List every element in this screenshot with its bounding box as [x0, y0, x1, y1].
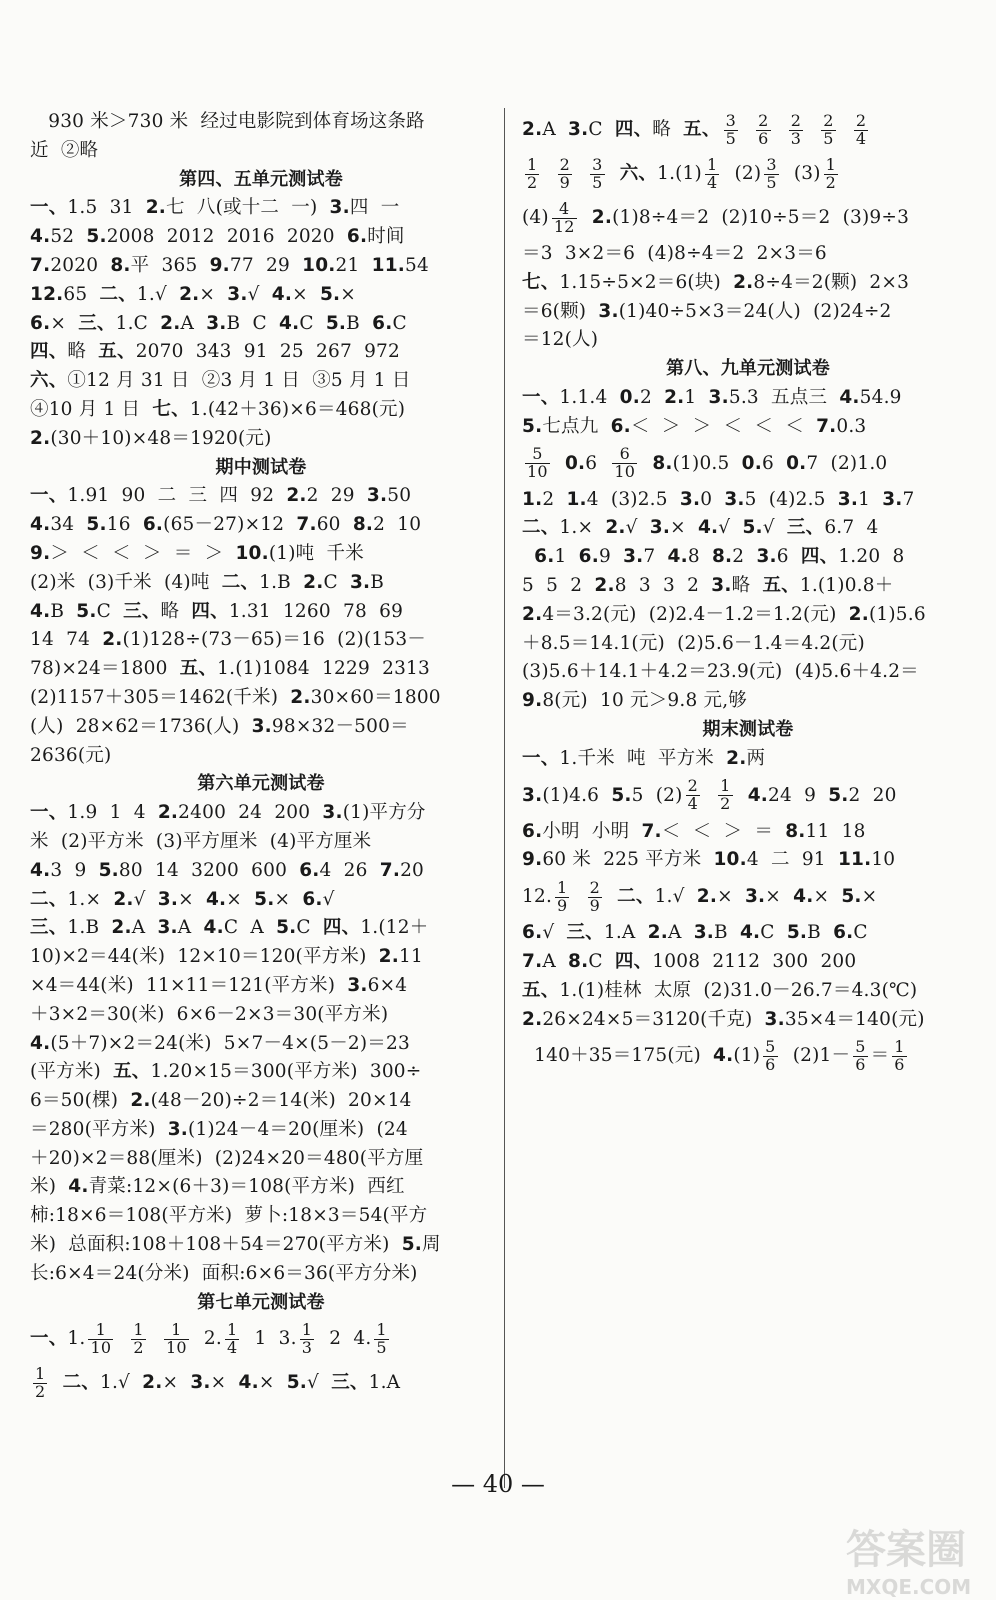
answer-text: 2.(1)8÷4＝2 (2)10÷5＝2 (3)9÷3	[591, 207, 910, 228]
fraction-numerator: 5	[855, 1037, 866, 1057]
answer-line: 一、1.5 31 2.七 八(或十二 一) 3.四 一	[30, 197, 400, 219]
answer-line: ④10 月 1 日 七、1.(42＋36)×6＝468(元)	[30, 398, 406, 420]
fraction-denominator: 6	[765, 1054, 776, 1074]
answer-text: 4.24 9 5.2 20	[747, 784, 897, 806]
fraction-denominator: 6	[855, 1054, 866, 1074]
fraction-denominator: 10	[90, 1337, 112, 1357]
fraction-denominator: 4	[855, 128, 867, 148]
answer-line: 七、1.15÷5×2＝6(块) 2.8÷4＝2(颗) 2×3	[522, 271, 910, 293]
fraction-numerator: 1	[825, 154, 837, 174]
answer-line: 4.B 5.C 三、略 四、1.31 1260 78 69	[30, 600, 404, 622]
fraction	[892, 1039, 906, 1074]
answer-text: 2.	[191, 1328, 222, 1350]
watermark-text: 答案圈	[846, 1527, 966, 1573]
fraction-denominator: 6	[758, 128, 769, 148]
answer-text: 2 4.	[317, 1328, 372, 1350]
fraction	[724, 110, 738, 148]
answer-line: 14 74 2.(1)128÷(73－65)＝16 (2)(153－	[30, 629, 427, 651]
column-divider	[504, 108, 505, 1488]
fraction-numerator: 2	[589, 877, 600, 897]
answer-text	[806, 119, 818, 140]
fraction-denominator: 3	[301, 1337, 313, 1357]
fraction-denominator: 6	[894, 1054, 905, 1074]
fraction-numerator: 2	[758, 110, 769, 130]
answer-line: 三、1.B 2.A 3.A 4.C A 5.C 四、1.(12＋	[30, 917, 429, 939]
answer-line: 长:6×4＝24(分米) 面积:6×6＝36(平方分米)	[30, 1262, 418, 1284]
fraction	[164, 1322, 189, 1357]
answer-line: 4.52 5.2008 2012 2016 2020 6.时间	[30, 226, 405, 248]
answer-line: (人) 28×62＝1736(人) 3.98×32－500＝	[30, 715, 409, 737]
answer-line	[522, 108, 974, 152]
fraction-denominator: 5	[592, 172, 603, 192]
fraction-numerator: 6	[619, 444, 630, 464]
fraction	[525, 446, 550, 481]
answer-line: ＋20)×2＝88(厘米) (2)24×20＝480(平方厘	[30, 1147, 424, 1169]
left-column	[30, 108, 492, 1405]
answer-text: 二、1.√ 2.× 3.× 4.× 5.√ 三、1.A	[62, 1372, 401, 1394]
fraction-numerator: 1	[133, 1320, 144, 1340]
fraction-denominator: 2	[720, 794, 731, 814]
fraction-denominator: 10	[614, 462, 636, 482]
answer-text: 8.(1)0.5 0.6 0.7 (2)1.0	[652, 452, 888, 474]
answer-line	[30, 1361, 492, 1405]
page-number: 40	[482, 1470, 514, 1498]
section-heading: 期末测试卷	[702, 718, 794, 740]
section-heading: 第八、九单元测试卷	[666, 358, 830, 380]
fraction-denominator: 2	[825, 172, 837, 192]
fraction-denominator: 9	[589, 895, 600, 915]
answer-line: 930 米＞730 米 经过电影院到体育场这条路	[30, 111, 425, 132]
answer-text: 0.6	[564, 452, 610, 474]
fraction-denominator: 12	[553, 216, 575, 236]
fraction-denominator: 4	[226, 1337, 238, 1357]
fraction	[853, 1039, 867, 1074]
answer-line: ＋3×2＝30(米) 6×6－2×3＝30(平方米)	[30, 1003, 389, 1025]
answer-line: 2.26×24×5＝3120(千克) 3.35×4＝140(元)	[522, 1008, 925, 1030]
answer-line: 12.65 二、1.√ 2.× 3.√ 4.× 5.×	[30, 283, 356, 305]
fraction	[756, 110, 770, 148]
fraction-numerator: 3	[592, 154, 603, 174]
answer-line: 6.× 三、1.C 2.A 3.B C 4.C 5.B 6.C	[30, 312, 407, 334]
fraction-numerator: 1	[226, 1320, 238, 1340]
fraction	[590, 154, 604, 192]
answer-line	[522, 774, 974, 818]
fraction-denominator: 3	[790, 128, 802, 148]
fraction-numerator: 1	[557, 877, 568, 897]
fraction	[705, 154, 719, 192]
fraction-numerator: 2	[823, 110, 834, 130]
watermark-logo	[846, 1518, 982, 1599]
answer-line: ×4＝44(米) 11×11＝121(平方米) 3.6×4	[30, 974, 408, 996]
fraction	[131, 1322, 145, 1357]
fraction	[300, 1322, 314, 1357]
fraction	[612, 446, 637, 481]
fraction-denominator: 2	[35, 1381, 46, 1401]
fraction-numerator: 1	[95, 1320, 107, 1340]
answer-text: 一、1.	[30, 1328, 86, 1350]
answer-line: 10)×2＝44(米) 12×10＝120(平方米) 2.11	[30, 946, 423, 968]
section-heading: 期中测试卷	[215, 456, 307, 478]
answer-text: 3.(1)4.6 5.5 (2)	[522, 784, 683, 806]
fraction	[588, 877, 602, 915]
fraction	[558, 154, 572, 192]
answer-line: 5.七点九 6.＜ ＞ ＞ ＜ ＜ ＜ 7.0.3	[522, 415, 867, 437]
fraction	[718, 778, 732, 813]
answer-text: (4)	[522, 207, 549, 228]
answer-line: 6.√ 三、1.A 2.A 3.B 4.C 5.B 6.C	[522, 922, 868, 944]
fraction	[854, 110, 868, 148]
answer-line: 2.4＝3.2(元) (2)2.4－1.2＝1.2(元) 2.(1)5.6	[522, 603, 926, 625]
answer-line: 一、1.91 90 二 三 四 92 2.2 29 3.50	[30, 485, 412, 507]
answer-line: ＝6(颗) 3.(1)40÷5×3＝24(人) (2)24÷2	[522, 300, 892, 322]
fraction-numerator: 1	[376, 1320, 387, 1340]
answer-text	[703, 785, 715, 806]
answer-line: 米) 总面积:108＋108＋54＝270(平方米) 5.周	[30, 1234, 441, 1256]
fraction-numerator: 3	[725, 110, 736, 130]
page-footer: — 40 —	[451, 1470, 545, 1498]
answer-text: 1 3.	[242, 1328, 297, 1350]
answer-line: 2.(30＋10)×48＝1920(元)	[30, 427, 272, 449]
answer-line: 5 5 2 2.8 3 3 2 3.略 五、1.(1)0.8＋	[522, 574, 894, 596]
fraction	[789, 110, 803, 148]
answer-line: 4.3 9 5.80 14 3200 600 6.4 26 7.20	[30, 859, 425, 881]
answer-line: ＋8.5＝14.1(元) (2)5.6－1.4＝4.2(元)	[522, 632, 865, 654]
answer-text: (3)	[781, 163, 821, 184]
answer-line: 7.A 8.C 四、1008 2112 300 200	[522, 950, 857, 972]
fraction	[555, 877, 569, 915]
answer-line: 四、略 五、2070 343 91 25 267 972	[30, 341, 400, 363]
fraction-numerator: 1	[35, 1364, 46, 1384]
answer-line	[30, 1317, 492, 1361]
answer-line	[522, 1034, 974, 1078]
answer-line: 米 (2)平方米 (3)平方厘米 (4)平方厘米	[30, 830, 372, 852]
fraction-numerator: 1	[720, 776, 731, 796]
fraction-denominator: 5	[766, 172, 777, 192]
answer-text: (2)1－	[780, 1045, 851, 1067]
answer-text: (2)	[722, 163, 762, 184]
fraction-numerator: 2	[687, 776, 698, 796]
fraction-denominator: 10	[165, 1337, 187, 1357]
fraction-numerator: 1	[894, 1037, 905, 1057]
fraction-denominator: 2	[527, 172, 538, 192]
fraction-denominator: 5	[725, 128, 736, 148]
answer-line: 4.34 5.16 6.(65－27)×12 7.60 8.2 10	[30, 514, 422, 536]
fraction-denominator: 4	[706, 172, 718, 192]
answer-line: (平方米) 五、1.20×15＝300(平方米) 300÷	[30, 1061, 422, 1083]
fraction	[824, 154, 838, 192]
right-column	[522, 108, 974, 1078]
answer-line: 柿:18×6＝108(平方米) 萝卜:18×3＝54(平方	[30, 1205, 428, 1227]
fraction	[525, 154, 539, 192]
answer-text	[149, 1328, 161, 1349]
answer-line: (3)5.6＋14.1＋4.2＝23.9(元) (4)5.6＋4.2＝	[522, 661, 919, 683]
fraction-numerator: 3	[766, 154, 777, 174]
answer-text	[116, 1328, 128, 1349]
section-heading: 第七单元测试卷	[197, 1291, 325, 1313]
answer-line	[522, 152, 974, 196]
answer-text: 二、1.√ 2.× 3.× 4.× 5.×	[617, 886, 878, 908]
fraction	[88, 1322, 113, 1357]
answer-text	[839, 119, 851, 140]
answer-line: ＝280(平方米) 3.(1)24－4＝20(厘米) (24	[30, 1118, 408, 1140]
answer-line: 一、1.千米 吨 平方米 2.两	[522, 747, 766, 769]
answer-line: 1.2 1.4 (3)2.5 3.0 3.5 (4)2.5 3.1 3.7	[522, 488, 915, 510]
answer-line: 二、1.× 2.√ 3.× 4.√ 5.√ 三、6.7 4	[522, 517, 879, 539]
fraction-numerator: 1	[706, 154, 718, 174]
answer-line	[522, 442, 974, 486]
fraction-denominator: 10	[527, 462, 548, 482]
answer-line: 6.小明 小明 7.＜ ＜ ＞ ＝ 8.11 18	[522, 820, 866, 842]
fraction-numerator: 2	[790, 110, 802, 130]
answer-line: 二、1.× 2.√ 3.× 4.× 5.× 6.√	[30, 888, 335, 910]
fraction-numerator: 2	[559, 154, 570, 174]
answer-line: 6＝50(棵) 2.(48－20)÷2＝14(米) 20×14	[30, 1090, 412, 1112]
answer-line: (2)1157＋305＝1462(千米) 2.30×60＝1800	[30, 686, 441, 708]
fraction	[552, 198, 577, 236]
answer-line: 7.2020 8.平 365 9.77 29 10.21 11.54	[30, 254, 429, 276]
fraction	[763, 1039, 777, 1074]
fraction-numerator: 4	[559, 198, 570, 218]
answer-text: 六、1.(1)	[619, 163, 702, 184]
fraction	[225, 1322, 239, 1357]
section-heading: 第四、五单元测试卷	[179, 168, 343, 190]
answer-text	[572, 886, 584, 907]
answer-text	[575, 163, 587, 184]
answer-line: 六、①12 月 31 日 ②3 月 1 日 ③5 月 1 日	[30, 370, 411, 392]
answer-line: (2)米 (3)千米 (4)吨 二、1.B 2.C 3.B	[30, 571, 385, 593]
answer-line: 2636(元)	[30, 744, 112, 766]
answer-line: 米) 4.青菜:12×(6＋3)＝108(平方米) 西红	[30, 1176, 405, 1198]
answer-text: 2.A 3.C 四、略 五、	[522, 119, 721, 140]
fraction	[33, 1366, 47, 1401]
answer-line: 一、1.1.4 0.2 2.1 3.5.3 五点三 4.54.9	[522, 386, 902, 408]
answer-line: 近 ②略	[30, 139, 99, 161]
fraction-denominator: 2	[133, 1337, 144, 1357]
answer-line: 9.＞ ＜ ＜ ＞ ＝ ＞ 10.(1)吨 千米	[30, 542, 364, 564]
answer-line: ＝12(人)	[522, 329, 599, 351]
fraction-denominator: 9	[559, 172, 570, 192]
answer-text: 140＋35＝175(元) 4.(1)	[522, 1045, 761, 1067]
answer-line: 9.60 米 225 平方米 10.4 二 91 11.10	[522, 849, 896, 871]
answer-line: ＝3 3×2＝6 (4)8÷4＝2 2×3＝6	[522, 243, 827, 264]
answer-line	[522, 196, 974, 240]
answer-text	[542, 163, 554, 184]
fraction-numerator: 2	[855, 110, 867, 130]
fraction-numerator: 1	[171, 1320, 182, 1340]
fraction-denominator: 5	[376, 1337, 387, 1357]
answer-line	[522, 875, 974, 919]
answer-line: 78)×24＝1800 五、1.(1)1084 1229 2313	[30, 658, 430, 680]
fraction-numerator: 5	[765, 1037, 776, 1057]
fraction	[764, 154, 778, 192]
answer-text: 12.	[522, 886, 553, 908]
fraction	[821, 110, 835, 148]
answer-line: 6.1 6.9 3.7 4.8 8.2 3.6 四、1.20 8	[534, 546, 905, 568]
fraction-denominator: 9	[557, 895, 568, 915]
fraction-numerator: 5	[532, 444, 543, 464]
answer-text	[741, 119, 753, 140]
fraction	[374, 1322, 388, 1357]
section-heading: 第六单元测试卷	[197, 773, 325, 795]
answer-line: 一、1.9 1 4 2.2400 24 200 3.(1)平方分	[30, 802, 426, 824]
fraction	[686, 778, 700, 813]
answer-line: 9.8(元) 10 元＞9.8 元,够	[522, 690, 747, 712]
fraction-denominator: 4	[687, 794, 698, 814]
fraction-denominator: 5	[823, 128, 834, 148]
watermark-url: MXQE.COM	[846, 1575, 972, 1599]
fraction-numerator: 1	[527, 154, 538, 174]
answer-line: 4.(5＋7)×2＝24(米) 5×7－4×(5－2)＝23	[30, 1032, 410, 1054]
answer-text	[774, 119, 786, 140]
answer-line: 五、1.(1)桂林 太原 (2)31.0－26.7＝4.3(℃)	[522, 979, 918, 1001]
fraction-numerator: 1	[301, 1320, 313, 1340]
answer-text: ＝	[870, 1045, 890, 1067]
